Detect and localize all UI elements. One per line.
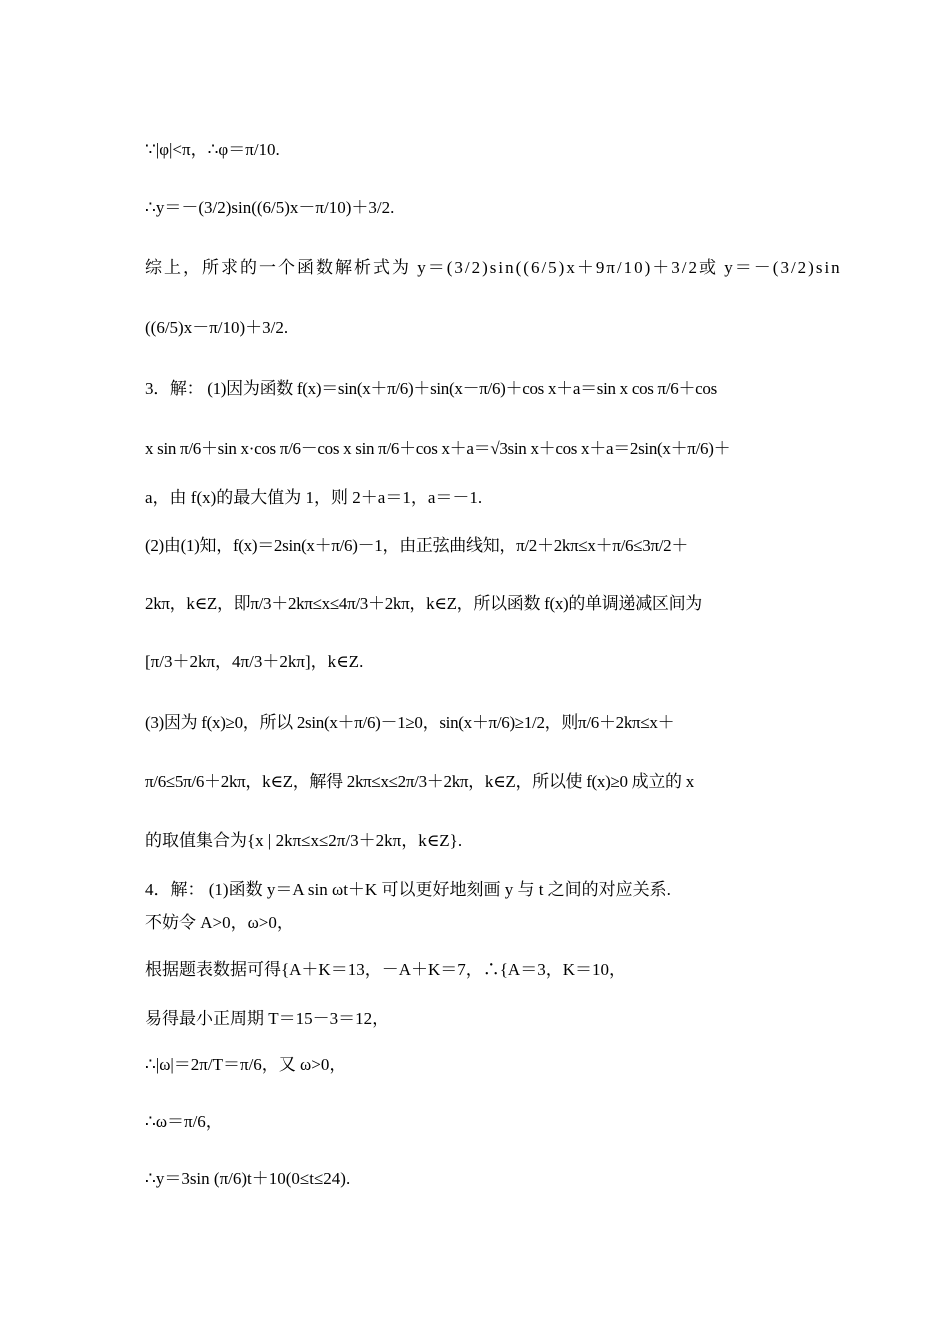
solution-line: ∴y＝3sin (π/6)t＋10(0≤t≤24). xyxy=(145,1169,351,1188)
solution-line: (3)因为 f(x)≥0，所以 2sin(x＋π/6)－1≥0，sin(x＋π/6)≥1/2，则π/6＋2kπ≤x＋ xyxy=(145,713,675,732)
solution-line: 不妨令 A>0，ω>0， xyxy=(145,913,294,932)
solution-line: 的取值集合为{x | 2kπ≤x≤2π/3＋2kπ，k∈Z}. xyxy=(145,831,463,850)
solution-line: ∵|φ|<π，∴φ＝π/10. xyxy=(145,140,280,159)
solution-line: 3．解： (1)因为函数 f(x)＝sin(x＋π/6)＋sin(x－π/6)＋cos x＋a＝sin x cos π/6＋cos xyxy=(145,379,717,398)
solution-line: 综上，所求的一个函数解析式为 y＝(3/2)sin((6/5)x＋9π/10)＋3/2或 y＝－(3/2)sin xyxy=(145,258,842,277)
solution-line: 2kπ，k∈Z，即π/3＋2kπ≤x≤4π/3＋2kπ，k∈Z，所以函数 f(x)的单调递减区间为 xyxy=(145,594,702,613)
solution-line: 4．解： (1)函数 y＝A sin ωt＋K 可以更好地刻画 y 与 t 之间的对应关系. xyxy=(145,880,671,899)
solution-line: ∴ω＝π/6， xyxy=(145,1112,223,1131)
solution-line: 易得最小正周期 T＝15－3＝12， xyxy=(145,1009,390,1028)
solution-line: π/6≤5π/6＋2kπ，k∈Z，解得 2kπ≤x≤2π/3＋2kπ，k∈Z，所以使 f(x)≥0 成立的 x xyxy=(145,772,694,791)
solution-line: ∴|ω|＝2π/T＝π/6，又 ω>0， xyxy=(145,1055,347,1074)
solution-line: a，由 f(x)的最大值为 1，则 2＋a＝1，a＝－1. xyxy=(145,488,483,507)
solution-line: ((6/5)x－π/10)＋3/2. xyxy=(145,318,289,337)
solution-line: x sin π/6＋sin x·cos π/6－cos x sin π/6＋cos x＋a＝√3sin x＋cos x＋a＝2sin(x＋π/6)＋ xyxy=(145,439,731,458)
solution-line: 根据题表数据可得{A＋K＝13，－A＋K＝7，∴{A＝3，K＝10， xyxy=(145,960,626,979)
solution-line: (2)由(1)知，f(x)＝2sin(x＋π/6)－1，由正弦曲线知，π/2＋2kπ≤x＋π/6≤3π/2＋ xyxy=(145,536,689,555)
solution-line: ∴y＝－(3/2)sin((6/5)x－π/10)＋3/2. xyxy=(145,198,395,217)
solution-line: [π/3＋2kπ，4π/3＋2kπ]，k∈Z. xyxy=(145,652,364,671)
